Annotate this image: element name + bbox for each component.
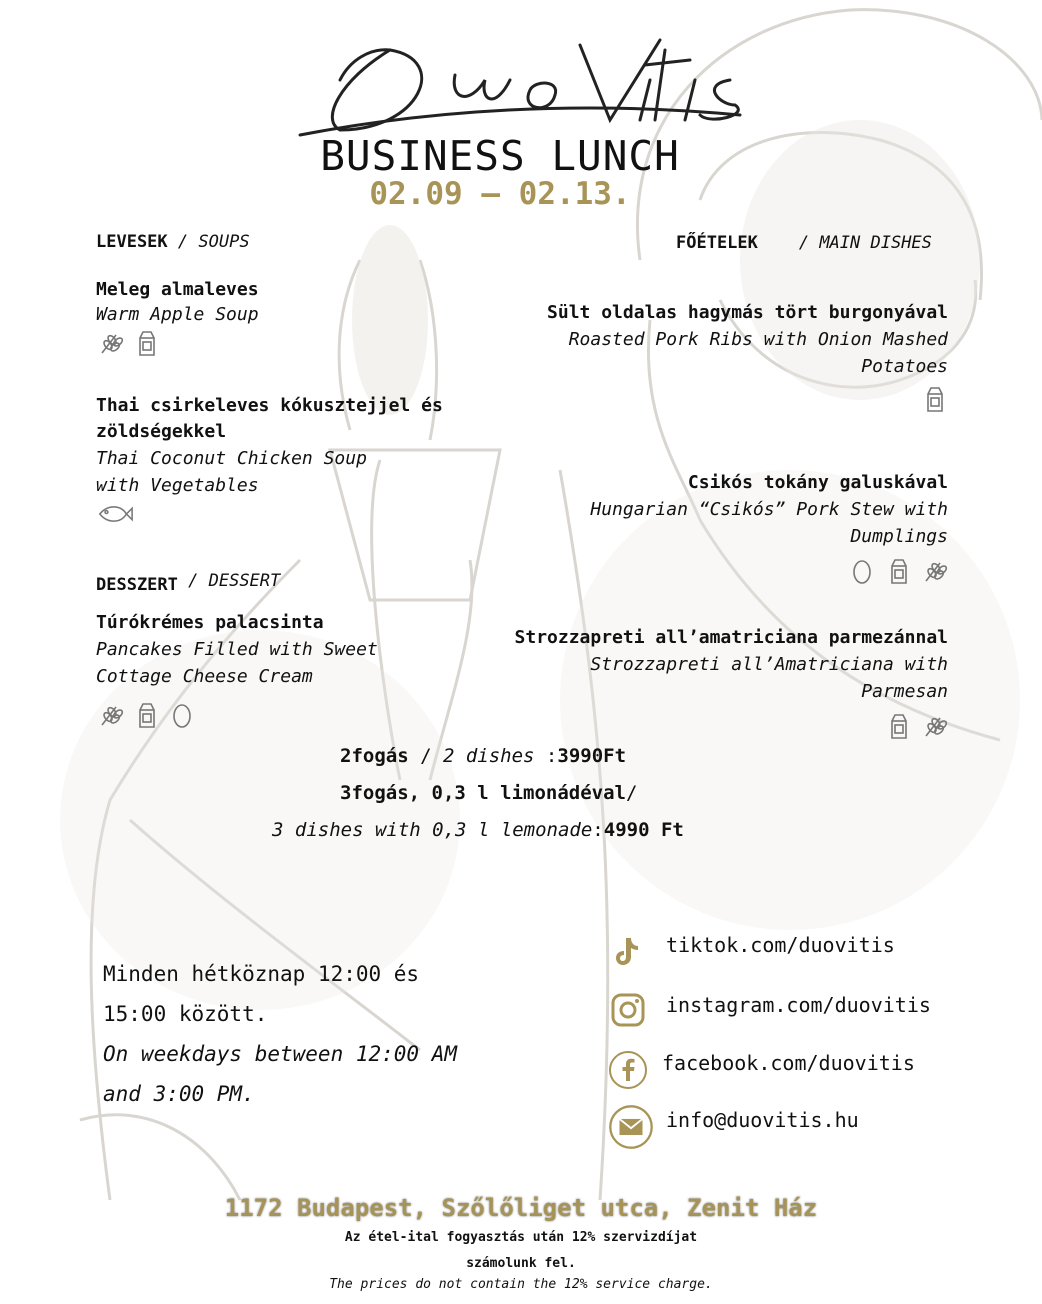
egg-icon: [168, 701, 196, 729]
egg-icon: [848, 557, 876, 585]
email-icon: [608, 1104, 654, 1150]
gluten-icon: [920, 712, 948, 740]
allergen-icons: [96, 700, 496, 730]
instagram-icon: [608, 990, 648, 1030]
allergen-icons: [96, 499, 496, 529]
gluten-icon: [96, 701, 124, 729]
price-three-courses-en: 3 dishes with 0,3 l lemonade:4990 Ft: [272, 819, 684, 841]
price-two-courses: 2fogás / 2 dishes :3990Ft: [340, 745, 627, 767]
allergen-icons: [480, 711, 948, 741]
dessert-heading: DESSZERT / DESSERT: [96, 571, 281, 595]
dairy-icon: [132, 329, 160, 357]
allergen-icons: [480, 384, 948, 414]
allergen-icons: [96, 328, 496, 358]
dairy-icon: [884, 557, 912, 585]
tiktok-link[interactable]: tiktok.com/duovitis: [666, 933, 895, 957]
duo-vitis-logo: [280, 20, 760, 150]
dairy-icon: [920, 385, 948, 413]
gluten-icon: [920, 557, 948, 585]
email-link[interactable]: info@duovitis.hu: [666, 1108, 859, 1132]
fish-icon: [96, 500, 134, 528]
allergen-icons: [480, 556, 948, 586]
gluten-icon: [96, 329, 124, 357]
service-charge-note-en: The prices do not contain the 12% service charge.: [329, 1277, 713, 1292]
social-tiktok[interactable]: [608, 930, 895, 970]
menu-item-main-1: Sült oldalas hagymás tört burgonyával Roasted Pork Ribs with Onion Mashed Potatoes: [480, 300, 948, 414]
service-charge-note-hu-2: számolunk fel.: [466, 1256, 576, 1271]
week-dates: 02.09 – 02.13.: [369, 176, 631, 212]
opening-hours: Minden hétköznap 12:00 és 15:00 között. On weekdays between 12:00 AM and 3:00 PM.: [103, 962, 458, 1106]
tiktok-icon: [608, 930, 648, 970]
dairy-icon: [884, 712, 912, 740]
social-facebook[interactable]: [608, 1050, 915, 1090]
restaurant-address: 1172 Budapest, Szőlőliget utca, Zenit Ház: [224, 1194, 818, 1222]
menu-item-main-3: Strozzapreti all’amatriciana parmezánnal Strozzapreti all’Amatriciana with Parmesan: [480, 625, 948, 741]
menu-item-soup-2: Thai csirkeleves kókusztejjel és zöldségekkel Thai Coconut Chicken Soup with Vegetables: [96, 393, 496, 529]
business-lunch-title: BUSINESS LUNCH: [320, 132, 680, 180]
menu-item-soup-1: Meleg almaleves Warm Apple Soup: [96, 277, 496, 358]
social-email[interactable]: [608, 1104, 859, 1150]
dairy-icon: [132, 701, 160, 729]
price-three-courses-hu: 3fogás, 0,3 l limonádéval/: [340, 782, 638, 804]
social-instagram[interactable]: [608, 990, 931, 1030]
menu-item-dessert: Túrókrémes palacsinta Pancakes Filled with Sweet Cottage Cheese Cream: [96, 610, 496, 730]
soups-heading: LEVESEK / SOUPS: [96, 232, 250, 252]
facebook-icon: [608, 1050, 648, 1090]
service-charge-note-hu-1: Az étel-ital fogyasztás után 12% szervizdíjat: [344, 1230, 698, 1245]
mains-heading: FŐÉTELEK / MAIN DISHES: [676, 233, 932, 253]
menu-item-main-2: Csikós tokány galuskával Hungarian “Csikós” Pork Stew with Dumplings: [480, 470, 948, 586]
facebook-link[interactable]: facebook.com/duovitis: [662, 1051, 915, 1075]
instagram-link[interactable]: instagram.com/duovitis: [666, 993, 931, 1017]
